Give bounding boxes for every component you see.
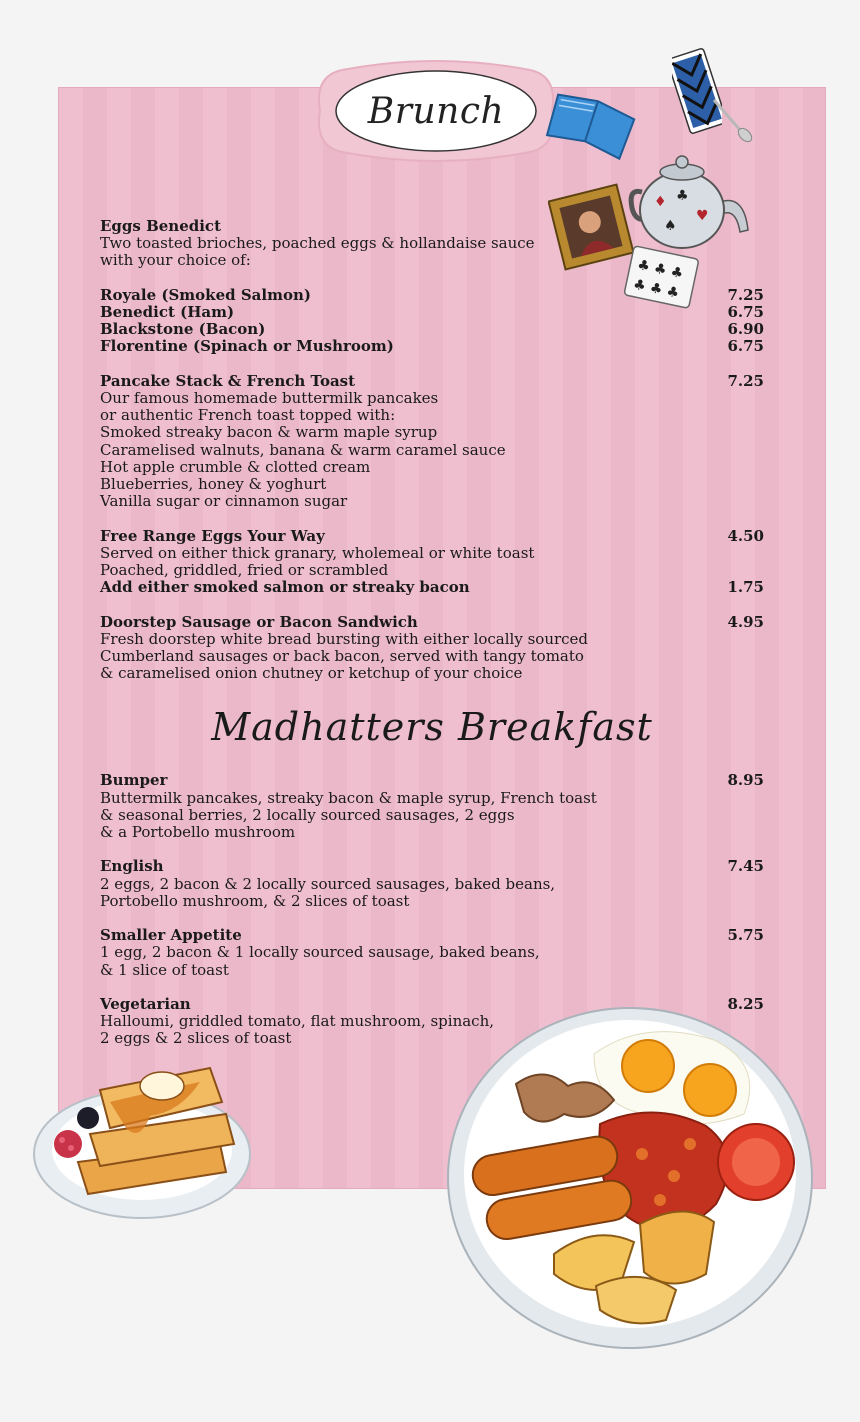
item-description: Two toasted brioches, poached eggs & hollandaise sauce xyxy=(100,234,535,253)
svg-text:♣ ♣ ♣: ♣ ♣ ♣ xyxy=(635,256,685,283)
item-description: Vanilla sugar or cinnamon sugar xyxy=(100,492,348,511)
svg-text:♦: ♦ xyxy=(654,194,667,210)
breakfast-item-bumper xyxy=(100,772,764,841)
option-name: Royale (Smoked Salmon) xyxy=(100,285,311,304)
item-price: 4.50 xyxy=(727,526,764,545)
item-description: 2 eggs, 2 bacon & 2 locally sourced sausages, baked beans, xyxy=(100,874,556,893)
item-name: Free Range Eggs Your Way xyxy=(100,526,325,545)
item-description: & seasonal berries, 2 locally sourced sausages, 2 eggs xyxy=(100,805,515,824)
item-name: Eggs Benedict xyxy=(100,217,221,235)
page-title: Brunch xyxy=(367,90,505,132)
item-price: 7.25 xyxy=(727,285,764,304)
item-price: 1.75 xyxy=(727,578,764,597)
item-description: Served on either thick granary, wholemeal or white toast xyxy=(100,543,535,562)
sandwich-section xyxy=(100,614,764,683)
item-description: 2 eggs & 2 slices of toast xyxy=(100,1029,292,1048)
book-icon xyxy=(540,86,640,166)
item-price: 8.95 xyxy=(727,771,764,790)
item-price: 4.95 xyxy=(727,612,764,631)
item-description: or authentic French toast topped with: xyxy=(100,406,396,425)
item-description: Halloumi, griddled tomato, flat mushroom, spinach, xyxy=(100,1012,495,1031)
item-description: Blueberries, honey & yoghurt xyxy=(100,475,327,494)
item-price: 6.75 xyxy=(727,337,764,356)
english-breakfast-plate-icon xyxy=(444,1004,816,1350)
svg-text:♣ ♣ ♣: ♣ ♣ ♣ xyxy=(631,276,681,302)
svg-text:♠: ♠ xyxy=(664,218,677,234)
option-name: Blackstone (Bacon) xyxy=(100,320,266,339)
breakfast-item-english xyxy=(100,858,764,910)
item-description: & caramelised onion chutney or ketchup of your choice xyxy=(100,664,523,683)
item-price: 6.90 xyxy=(727,320,764,339)
item-description: & a Portobello mushroom xyxy=(100,823,296,842)
eggs-benedict-section xyxy=(100,218,764,356)
item-description: Portobello mushroom, & 2 slices of toast xyxy=(100,891,410,910)
svg-text:♥: ♥ xyxy=(696,208,709,224)
item-price: 7.25 xyxy=(727,371,764,390)
item-description: 1 egg, 2 bacon & 1 locally sourced sausage, baked beans, xyxy=(100,943,540,962)
item-description: Our famous homemade buttermilk pancakes xyxy=(100,389,439,407)
item-description: Buttermilk pancakes, streaky bacon & maple syrup, French toast xyxy=(100,788,597,807)
breakfast-section-title: Madhatters Breakfast xyxy=(211,705,653,750)
pancake-section xyxy=(100,373,764,511)
french-toast-plate-icon xyxy=(30,1052,260,1224)
item-price: 6.75 xyxy=(727,303,764,321)
item-price: 7.45 xyxy=(727,857,764,876)
menu-content xyxy=(100,218,764,1048)
breakfast-item-smaller-appetite xyxy=(100,927,764,979)
item-name: Doorstep Sausage or Bacon Sandwich xyxy=(100,612,418,631)
option-name: Florentine (Spinach or Mushroom) xyxy=(100,337,394,356)
item-description: Caramelised walnuts, banana & warm caramel sauce xyxy=(100,440,506,459)
item-description: with your choice of: xyxy=(100,251,251,270)
title-plaque xyxy=(312,58,560,164)
item-description: Poached, griddled, fried or scrambled xyxy=(100,561,389,580)
item-description: & 1 slice of toast xyxy=(100,960,229,979)
item-description: Smoked streaky bacon & warm maple syrup xyxy=(100,423,438,442)
eggs-your-way-section xyxy=(100,528,764,597)
item-name: English xyxy=(100,857,164,876)
item-description: Cumberland sausages or back bacon, served with tangy tomato xyxy=(100,647,584,666)
item-name: Vegetarian xyxy=(100,995,191,1014)
item-description: Hot apple crumble & clotted cream xyxy=(100,457,371,476)
svg-text:♣: ♣ xyxy=(676,188,689,204)
item-name: Pancake Stack & French Toast xyxy=(100,371,356,390)
item-price: 8.25 xyxy=(727,995,764,1014)
addon-name: Add either smoked salmon or streaky bacon xyxy=(100,578,470,597)
option-name: Benedict (Ham) xyxy=(100,303,235,321)
item-name: Bumper xyxy=(100,771,168,790)
item-description: Fresh doorstep white bread bursting with either locally sourced xyxy=(100,629,589,648)
item-price: 5.75 xyxy=(727,926,764,945)
item-name: Smaller Appetite xyxy=(100,926,242,945)
